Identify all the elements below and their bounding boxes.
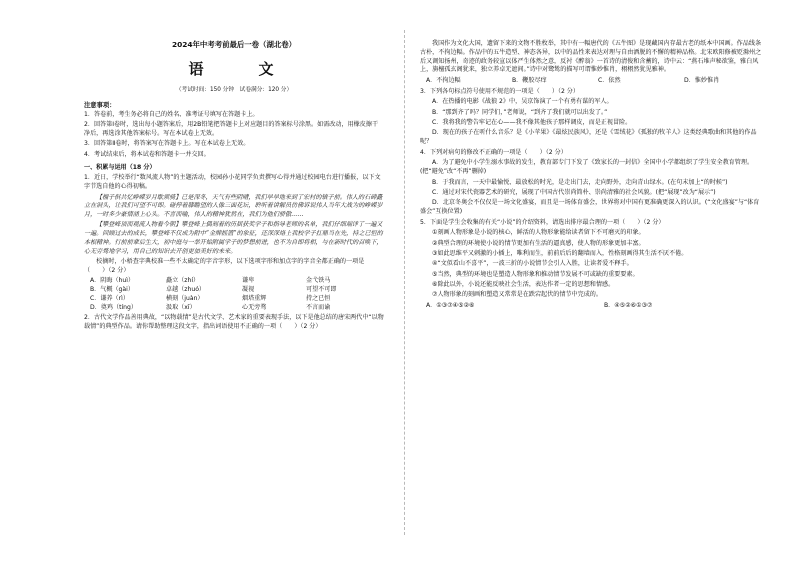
- q4-option-d: D．北京冬奥会不仅仅是一场文化盛宴，而且是一场体育盛会，世界将对中国有更准确更深入的认识。(“文化盛宴”与“体育盛会”互换位置): [420, 199, 760, 216]
- handwritten-passage-2: 【攀登峰顶而观流人物看今朝】攀登峰上偶刻着的历届获奖学子和指导老师的名单，我们仔细端详了一遍又一遍。回顾过去的成长，攀登峰不仅成为附中“金牌摇篮”的象征，还深深烙上我校学子扛鼎当在先，持之已恒的本根精神。行前前辈后生大，初中庭与一举开始附属学子的梦想前进，也不为自即将相，与在新时代的召唤下，心无旁骛地学习，用自己的知识去开创更加美好的未来。: [84, 221, 383, 255]
- question-1-stem: 校摘时，小梧查字典校准一些不太确定的字音字形，以下选项字形和加点字的字音全都正确的一项是（ ）（2 分）: [84, 258, 365, 275]
- question-5-stem: 5．下面是学生会收集的有关“小说”的介绍资料，请选出排序最合理的一项（ ）（2 分）: [420, 218, 665, 226]
- q5-item-5: ⑤当然，典型的环境也是塑造人物形象和推动情节发展不可或缺的重要要素。: [432, 270, 639, 278]
- notes-heading: 注意事项：: [84, 101, 116, 109]
- q5-option-a: A．①③⑦④⑤②⑥: [426, 302, 475, 310]
- question-2-options: [426, 77, 765, 86]
- q2-option-a: A．不拘边幅: [426, 77, 461, 85]
- q4-option-c: C．通过对宋代瓷器艺术的研究，展现了中国古代崇尚简朴、崇尚清雅的社会风貌。(把“展现”改为“展示”): [432, 188, 716, 196]
- q5-item-2: ②典型合理的环境使小说的情节更加有生活的逼真感，使人物的形象更加丰富。: [432, 239, 645, 247]
- question-2-passage: 我国作为文化大国，遗留下来的文物不胜枚举，其中有一幅唐代的《五牛图》是现藏国内存最古老的纸本中国画。作品线条古朴，不拘边幅。作品中的五牛造型、神态各异，以中的品性来表达对理与自由洒脱的不懈的精神品格。北宋欧阳修被贬滁州之后又调知扬州，奇迹的政务较宣以体严生体然之意，反衬《醉翁》一首诗的清俊和含蓄的，诗中云：“燕石堆声秘欲鉴，雅白风上，旃檀孤玄阁犹来，独立养卓无遮间。”诗中对鹭鸶的描写可谓惟妙惟肖，栩栩然犹见雅神。: [420, 40, 762, 74]
- subject-title: 语 文: [188, 59, 294, 78]
- note-item: 3．回答第Ⅱ卷时，将答案写在答题卡上。写在本试卷上无效。: [84, 140, 250, 148]
- q3-option-b: B．“那到齐了吗？同学们，”老师说，“到齐了我们就可以出发了。”: [432, 108, 608, 116]
- option-b-4: 可望不可即: [306, 286, 337, 294]
- option-c-3: 烟塔重辉: [242, 295, 267, 303]
- column-divider: [404, 30, 405, 535]
- option-c-4: 持之已恒: [306, 295, 331, 303]
- left-column: [84, 40, 384, 333]
- q3-option-a: A．在热播的电影《战狼 2》中，吴京饰演了一个有勇有谋的军人。: [432, 98, 613, 106]
- option-a-1: A．阴晦（huì）: [90, 277, 135, 285]
- q3-option-d: D．现在的孩子在听什么音乐？是《小苹果》《最炫民族风》，还是《雪绒花》《孤独的牧羊人》这类经典歌曲和其他的作品呢？: [420, 129, 757, 146]
- q2-option-d: D．惟妙惟肖: [684, 77, 720, 85]
- q5-option-b: B．④⑤②⑥①③⑦: [604, 302, 653, 310]
- note-item: 1．答卷前，考生务必将自己的姓名、准考证号填写在答题卡上。: [84, 110, 259, 118]
- option-d-1: D．奠鸡（tíng）: [90, 303, 137, 311]
- note-item: 4．考试结束后，将本试卷和答题卡一并交回。: [84, 150, 210, 158]
- note-item: 2．回答第Ⅰ卷时，选出每小题答案后，用2B铅笔把答题卡上对应题目的答案标号涂黑。如需改动，用橡皮擦干净后，再选涂其他答案标号。写在本试卷上无效。: [84, 121, 379, 138]
- q2-option-c: C．依然: [598, 77, 621, 85]
- option-d-4: 不言而谕: [306, 303, 331, 311]
- option-d-2: 汲取（xī）: [166, 303, 196, 311]
- q2-option-b: B．鞭胶尽痒: [512, 77, 547, 85]
- option-b-1: B．气概（gài）: [90, 286, 134, 294]
- q5-item-1: ①刻画人物形象是小说的核心，鲜活的人物形象能给读者留下不可磨灭的印象。: [432, 229, 645, 237]
- q4-option-a: A．为了避免中小学生溺水事故的发生，教育部专门下发了《致家长的一封信》全国中小学都组织了学生安全教育管理。(把“避免”改“不再”删掉): [420, 159, 754, 176]
- question-1-intro: 1．近日，学校举行“数风流人物”的主题活动，校园孙小花同学负责撰写心得并通过校园电台进行播报，以下文字节选自他的心得初稿。: [84, 174, 381, 191]
- option-b-2: 卓越（zhuó）: [166, 286, 206, 294]
- exam-info: （考试时间：150 分钟 试卷满分：120 分）: [175, 87, 293, 94]
- question-5-options: [426, 302, 765, 311]
- exam-title: 2024年中考考前最后一卷（湖北卷）: [171, 40, 297, 49]
- option-a-4: 金弋铁马: [306, 277, 331, 285]
- option-a-3: 谦卑: [242, 277, 255, 285]
- q4-option-b: B．于我而言，一天中最愉悦、最放松的时光，是走出门去，走向野外，走向青山绿水。(在句末加上“的时候”): [432, 178, 728, 186]
- q5-item-7: ⑦人物形象的刻画和塑造又常常是在跌宕起伏的情节中完成的。: [432, 291, 602, 299]
- q3-option-c: C．我将我的警告牢记在心——我不像其他孩子那样调皮，而是正视冒险。: [432, 119, 632, 127]
- question-3-stem: 3．下列各句标点符号使用不规范的一项是（ ）（2 分）: [420, 88, 579, 96]
- handwritten-passage-1: 【榴子俱共忆峥嵘岁月歇须骑】已是深冬，天气有些阴晴，我们早早地来到了宏村的镇子前。伟人的石碑矗立在洞头，让我们可望不可即。碰停着膝瞻望的人像三面花坛，聆听着讲解员仿佛诉说伟人当年大战为的峥嵘岁月，一时多少豪情涌上心头。不言而喻，伟人的精神犹然在，我们为他们骄傲……: [84, 193, 383, 219]
- option-b-3: 凝视: [242, 286, 255, 294]
- q5-item-3: ③如此思维平又刺激的小插上，唯利而生，前前后后的翻墙而入，性格刻画得其生活不厌不倦。: [432, 249, 688, 257]
- q5-item-6: ⑥除此以外，小说还能反映社会生活，表达作者一定的思想和情感。: [432, 280, 615, 288]
- question-1-options: [90, 277, 384, 312]
- question-2-stem: 2．古代文学作品善用典故，“以物载情”是古代文学、艺术家的重要表现手法，以下是他总结的唐宋两代中“以物载情”的典型作品。请你帮助整理这段文字，指出词语使用不正确的一项（ ）（2 分）: [84, 313, 384, 330]
- section-heading: 一、积累与运用（18 分）: [84, 163, 156, 171]
- option-c-1: C．谦养（rì）: [90, 295, 129, 303]
- option-c-2: 横刻（juàn）: [166, 295, 204, 303]
- q5-item-4: ④“文似看山不喜平”，一波三折的小说情节会引人入胜，让读者爱不释手。: [432, 260, 633, 268]
- right-column: [420, 40, 765, 313]
- option-d-3: 心无旁骛: [242, 303, 267, 311]
- question-4-stem: 4．下列对病句的修改不正确的一项是（ ）（2 分）: [420, 149, 567, 157]
- option-a-2: 矗立（zhí）: [166, 277, 200, 285]
